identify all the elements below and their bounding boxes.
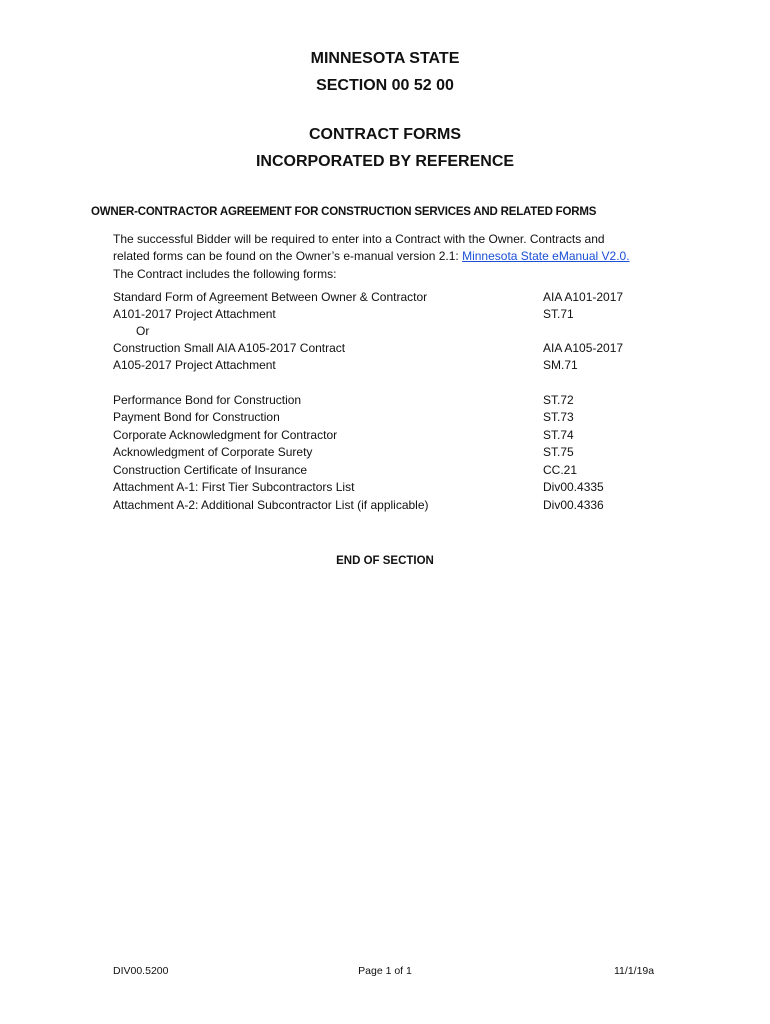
form-code: ST.73 (543, 410, 574, 424)
form-code: Div00.4336 (543, 498, 604, 512)
form-code: ST.72 (543, 393, 574, 407)
form-row (113, 410, 673, 427)
form-name: Construction Small AIA A105-2017 Contract (113, 341, 346, 355)
form-row (113, 290, 673, 307)
footer-page-number: Page 1 of 1 (358, 965, 412, 977)
form-name: Attachment A-2: Additional Subcontractor List (if applicable) (113, 498, 429, 512)
emanual-link[interactable]: Minnesota State eManual V2.0. (462, 249, 630, 264)
form-code: SM.71 (543, 358, 578, 372)
form-row (113, 480, 673, 497)
form-code: ST.74 (543, 428, 574, 442)
end-of-section: END OF SECTION (336, 555, 434, 567)
intro-line-3: The Contract includes the following forms: (113, 266, 337, 281)
title-section-number: SECTION 00 52 00 (316, 77, 454, 94)
form-code: AIA A105-2017 (543, 341, 624, 355)
form-row (113, 463, 673, 480)
form-row (113, 341, 673, 358)
intro-line-2-text: related forms can be found on the Owner’s e-manual version 2.1: (113, 249, 463, 264)
form-name: Corporate Acknowledgment for Contractor (113, 428, 338, 442)
form-code: Div00.4335 (543, 480, 604, 494)
form-name: Standard Form of Agreement Between Owner & Contractor (113, 290, 428, 304)
form-row (113, 445, 673, 462)
form-row (113, 428, 673, 445)
form-row (113, 393, 673, 410)
form-name: Construction Certificate of Insurance (113, 463, 308, 477)
form-code: ST.75 (543, 445, 574, 459)
title-contract-forms: CONTRACT FORMS (309, 126, 461, 143)
form-name: Payment Bond for Construction (113, 410, 280, 424)
form-row (113, 307, 673, 324)
form-name: Attachment A-1: First Tier Subcontractors List (113, 480, 355, 494)
footer-document-id: DIV00.5200 (113, 965, 169, 977)
section-heading: OWNER-CONTRACTOR AGREEMENT FOR CONSTRUCTION SERVICES AND RELATED FORMS (91, 206, 597, 218)
form-row (113, 498, 673, 515)
form-name: A105-2017 Project Attachment (113, 358, 276, 372)
form-name: A101-2017 Project Attachment (113, 307, 276, 321)
footer-date: 11/1/19a (614, 965, 655, 977)
intro-line-2 (113, 248, 673, 265)
title-incorporated: INCORPORATED BY REFERENCE (255, 153, 515, 170)
form-name: Acknowledgment of Corporate Surety (113, 445, 313, 459)
form-code: CC.21 (543, 463, 578, 477)
title-state: MINNESOTA STATE (310, 50, 460, 67)
intro-line-1: The successful Bidder will be required to enter into a Contract with the Owner. Contracts and (113, 232, 605, 246)
form-code: ST.71 (543, 307, 574, 321)
form-code: AIA A101-2017 (543, 290, 624, 304)
intro-paragraph (113, 231, 673, 283)
form-name: Performance Bond for Construction (113, 393, 302, 407)
form-row (113, 358, 673, 375)
or-separator: Or (136, 324, 150, 338)
